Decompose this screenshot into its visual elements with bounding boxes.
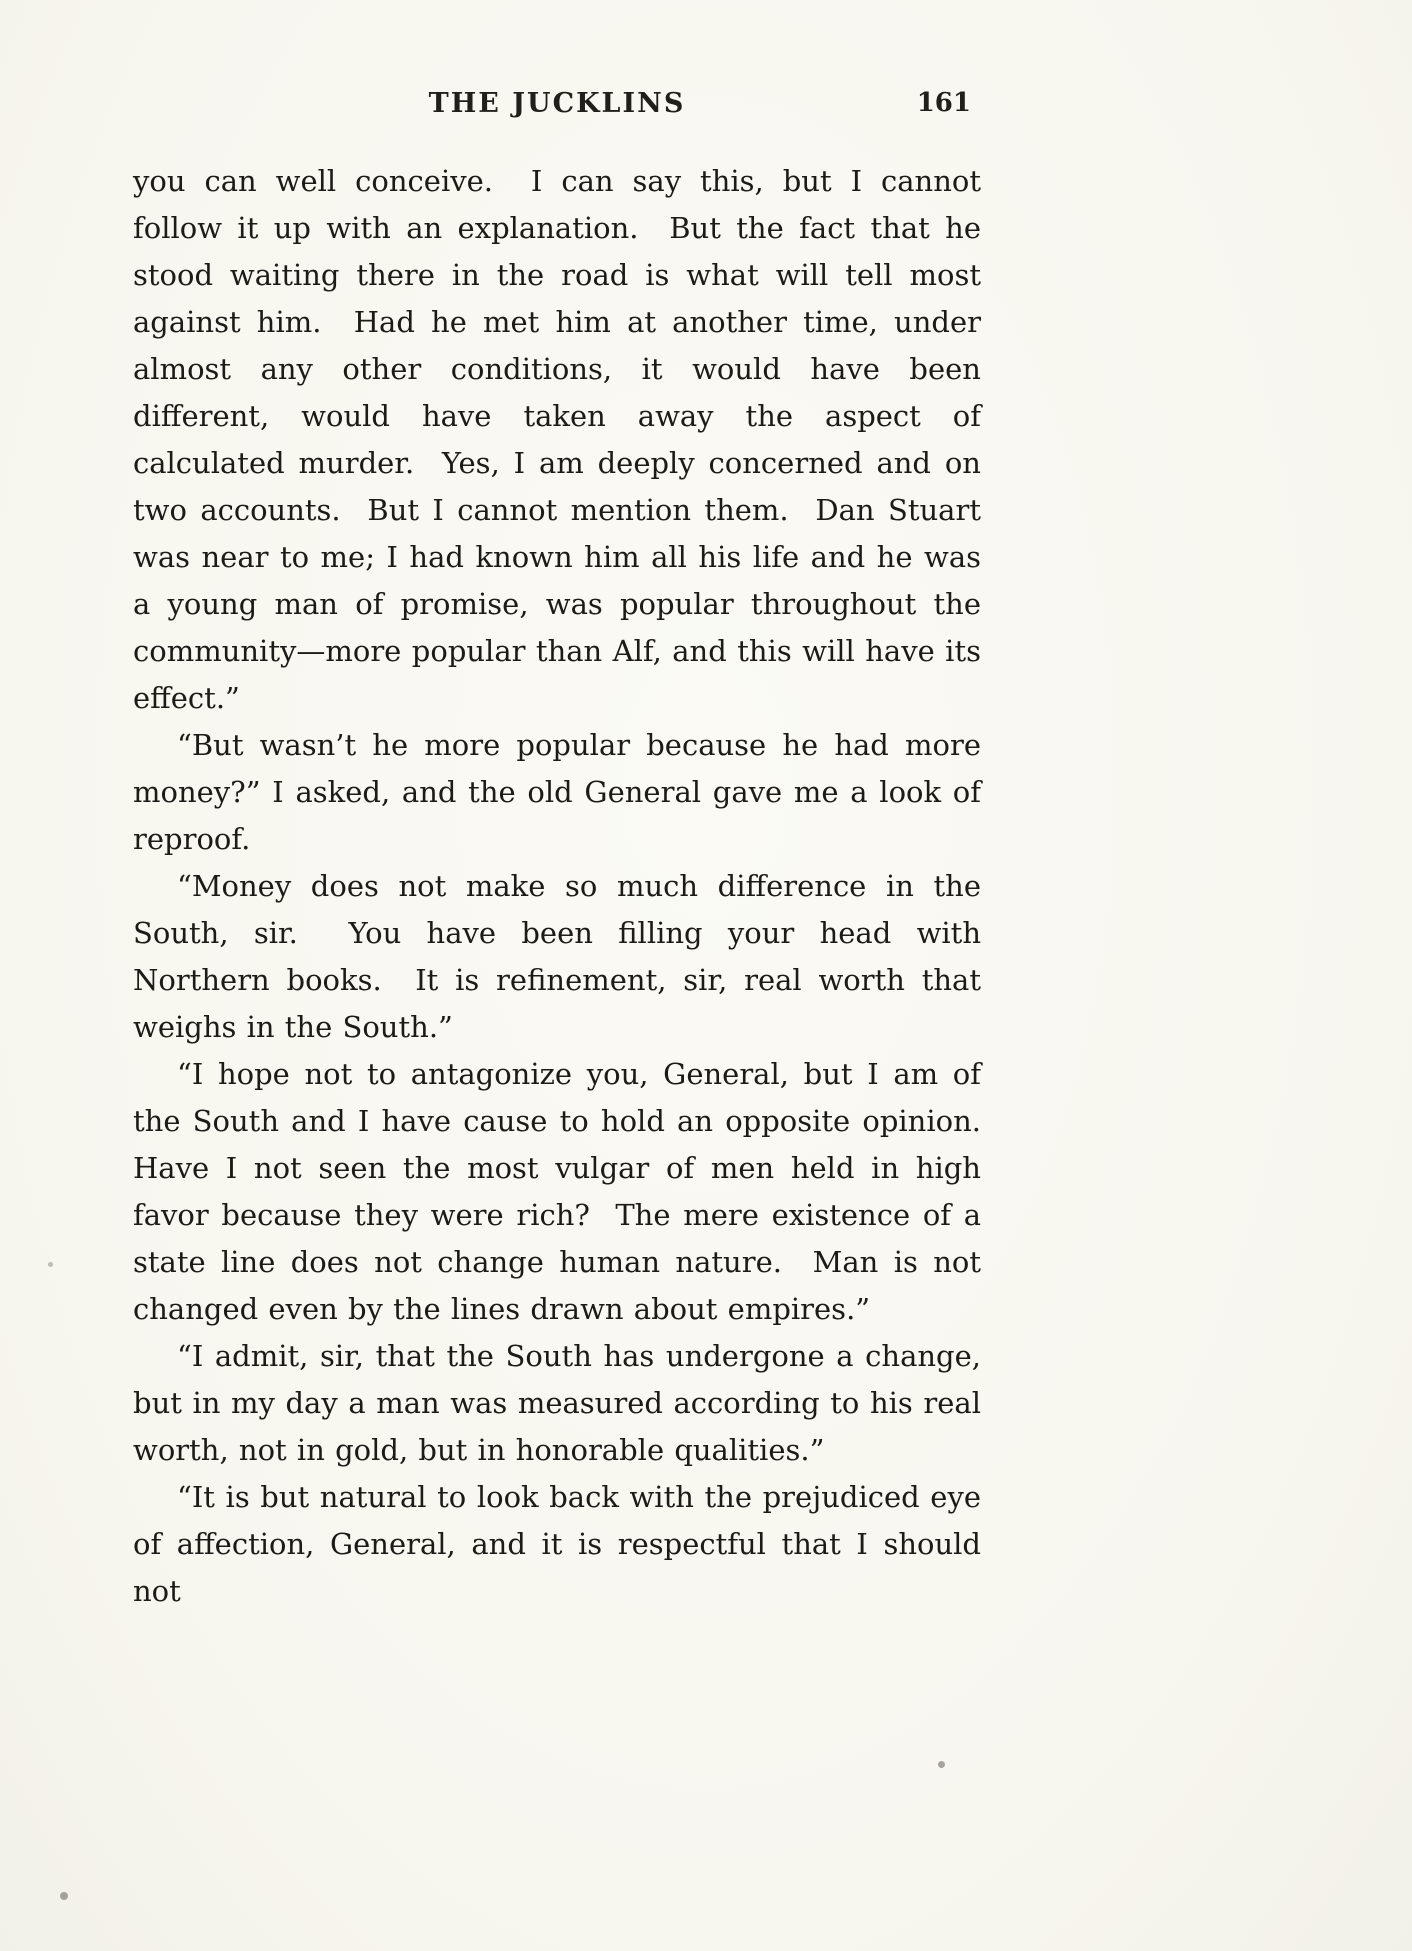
scan-speckle [60,1892,68,1900]
paragraph: you can well conceive. I can say this, but I cannot follow it up with an explanation. But the fact that he stood waiting there in the road is what will tell most against him. Had he met him at another time, under almost any other conditions, it would have been different, would have taken away the aspect of calculated murder. Yes, I am deeply concerned and on two accounts. But I cannot mention them. Dan Stuart was near to me; I had known him all his life and he was a young man of promise, was popular throughout the community—more popular than Alf, and this will have its effect.” [133,164,992,715]
paragraph: “It is but natural to look back with the prejudiced eye of affection, General, and it is respectful that I should not [133,1480,992,1608]
scan-speckle [938,1761,945,1768]
scan-speckle [48,1262,53,1267]
page-content [133,158,1002,1615]
paragraph: “I admit, sir, that the South has undergone a change, but in my day a man was measured according to his real worth, not in gold, but in honorable qualities.” [133,1339,992,1467]
paragraph: “I hope not to antagonize you, General, but I am of the South and I have cause to hold an opposite opinion. Have I not seen the most vulgar of men held in high favor because they were rich? The mere existence of a state line does not change human nature. Man is not changed even by the lines drawn about empires.” [133,1057,1002,1326]
page-header [133,88,981,128]
page-number: 161 [916,88,971,118]
paragraph: “Money does not make so much difference in the South, sir. You have been filling your head with Northern books. It is refinement, sir, real worth that weighs in the South.” [133,869,992,1044]
running-title: THE JUCKLINS [428,88,686,119]
paragraph: “But wasn’t he more popular because he had more money?” I asked, and the old General gave me a look of reproof. [133,728,992,856]
